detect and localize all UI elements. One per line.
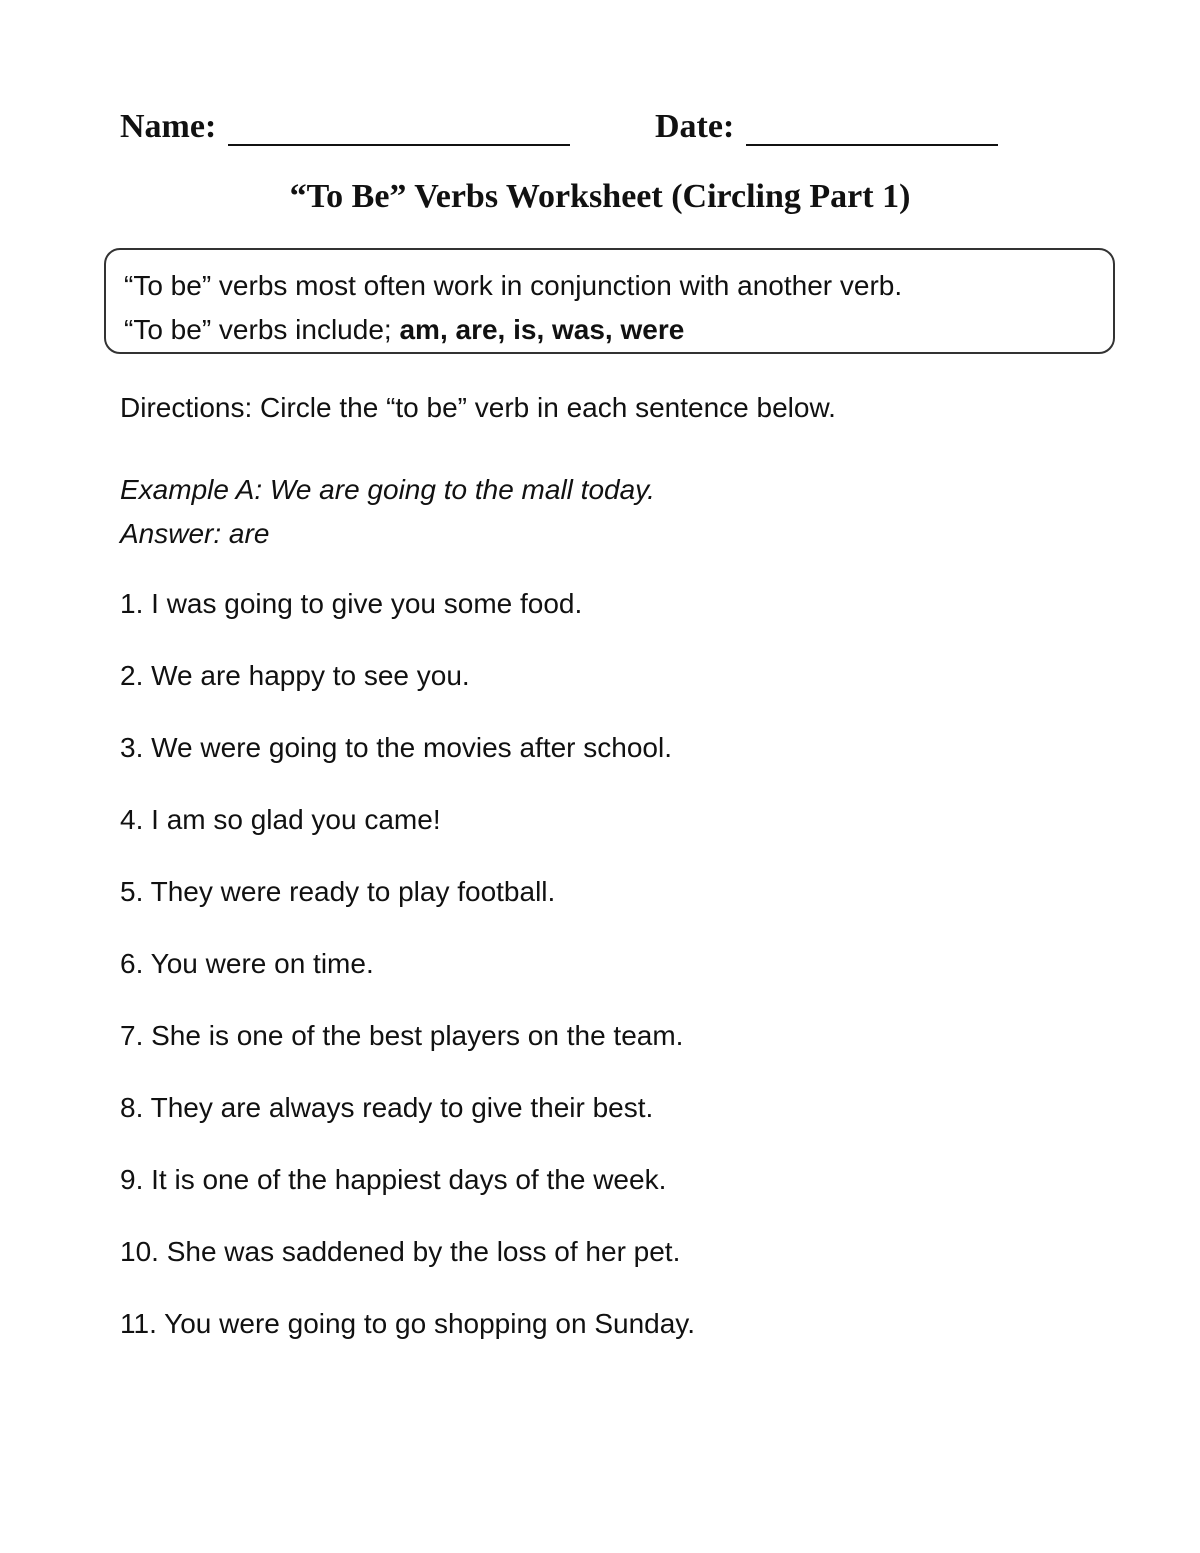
- info-line-2: [124, 308, 1113, 352]
- directions: Directions: Circle the “to be” verb in each sentence below.: [120, 392, 836, 423]
- sentence-item: 5. They were ready to play football.: [120, 876, 556, 907]
- sentence-item: 3. We were going to the movies after school.: [120, 732, 672, 763]
- sentence-item: 9. It is one of the happiest days of the week.: [120, 1164, 667, 1195]
- sentence-item: 1. I was going to give you some food.: [120, 588, 583, 619]
- example-sentence: Example A: We are going to the mall today.: [120, 474, 655, 505]
- date-field: [655, 108, 998, 146]
- sentence-item: 2. We are happy to see you.: [120, 660, 470, 691]
- date-label: Date:: [655, 108, 735, 145]
- sentence-item: 4. I am so glad you came!: [120, 804, 441, 835]
- info-line-1: “To be” verbs most often work in conjunction with another verb.: [124, 270, 903, 301]
- info-line-2-prefix: “To be” verbs include;: [124, 314, 400, 345]
- sentence-item: 7. She is one of the best players on the team.: [120, 1020, 684, 1051]
- worksheet-title: “To Be” Verbs Worksheet (Circling Part 1): [289, 178, 911, 215]
- name-label: Name:: [120, 108, 217, 145]
- name-field: [120, 108, 570, 146]
- sentence-item: 11. You were going to go shopping on Sunday.: [120, 1308, 695, 1339]
- sentence-item: 8. They are always ready to give their best.: [120, 1092, 654, 1123]
- sentence-list: [120, 582, 695, 1374]
- example-answer: Answer: are: [120, 518, 270, 549]
- example-block: [120, 468, 655, 556]
- info-box: [104, 248, 1115, 354]
- header-row: [120, 108, 1020, 158]
- verb-list: am, are, is, was, were: [399, 314, 685, 345]
- sentence-item: 10. She was saddened by the loss of her pet.: [120, 1236, 681, 1267]
- name-blank-line[interactable]: [228, 108, 570, 146]
- date-blank-line[interactable]: [746, 108, 998, 146]
- sentence-item: 6. You were on time.: [120, 948, 374, 979]
